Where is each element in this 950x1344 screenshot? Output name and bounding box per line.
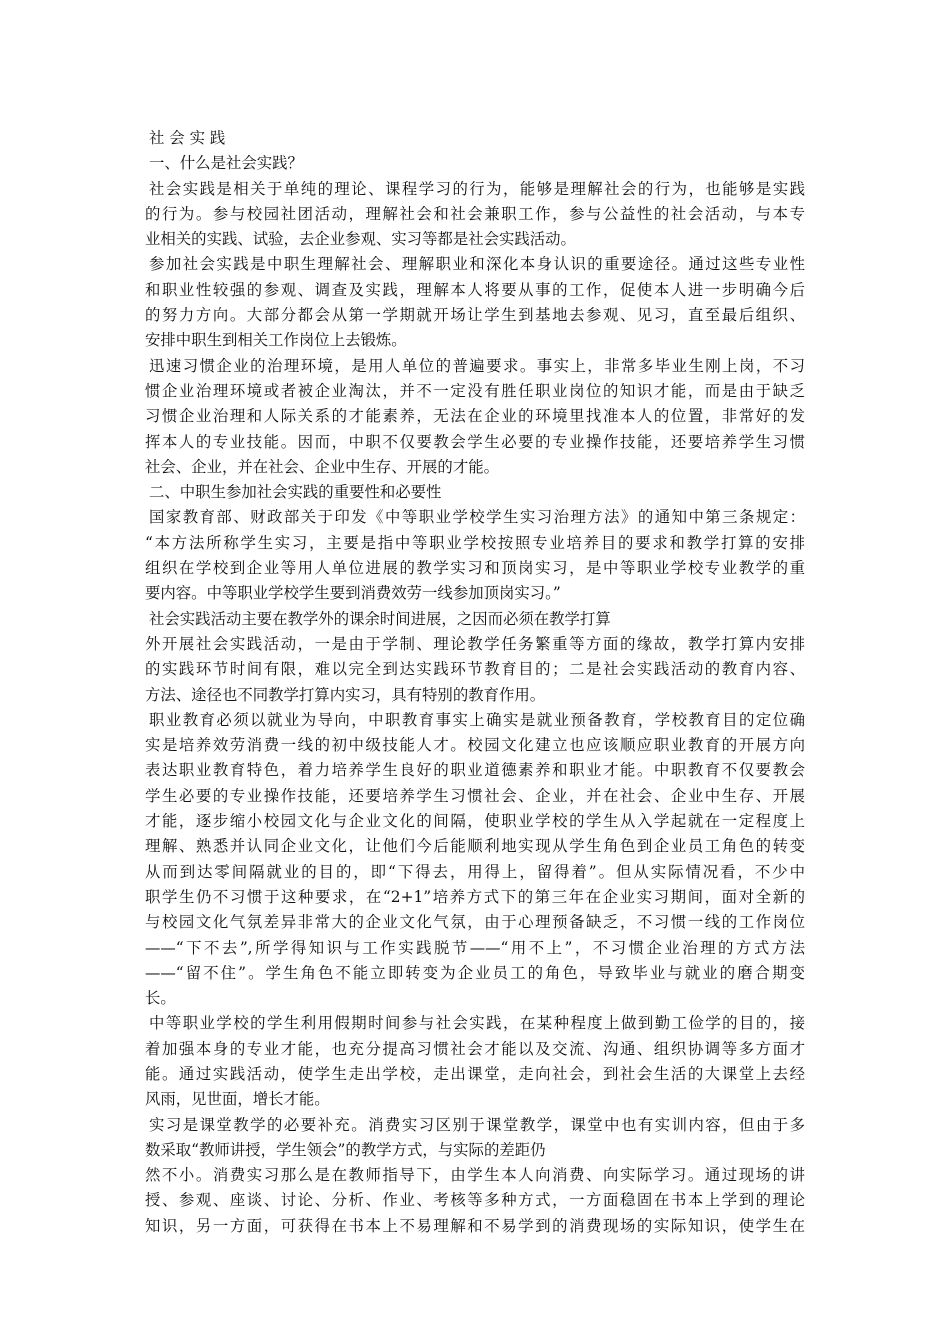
text-line: 中等职业学校的学生利用假期时间参与社会实践，在某种程度上做到勤工俭学的目的，接 (149, 1014, 805, 1033)
text-line: 从而到达零间隔就业的目的，即“下得去，用得上，留得着”。但从实际情况看，不少中 (145, 862, 805, 881)
text-line: ——“下不去”,所学得知识与工作实践脱节——“用不上”，不习惯企业治理的方式方法 (145, 938, 805, 957)
text-line: 和职业性较强的参观、调查及实践，理解本人将要从事的工作，促使本人进一步明确今后 (145, 280, 805, 299)
text-line: 一、什么是社会实践？ (149, 154, 303, 173)
document-body (145, 126, 805, 1239)
text-line: 二、中职生参加社会实践的重要性和必要性 (149, 483, 442, 502)
text-line: 职学生仍不习惯于这种要求，在“2+1”培养方式下的第三年在企业实习期间，面对全新的 (145, 887, 805, 906)
text-line: 挥本人的专业技能。因而，中职不仅要教会学生必要的专业操作技能，还要培养学生习惯 (145, 432, 805, 451)
text-line: 理解、熟悉并认同企业文化，让他们今后能顺利地实现从学生角色到企业员工角色的转变 (145, 837, 805, 856)
text-line: ——“留不住”。学生角色不能立即转变为企业员工的角色，导致毕业与就业的磨合期变 (145, 963, 805, 982)
text-line: 国家教育部、财政部关于印发《中等职业学校学生实习治理方法》的通知中第三条规定： (149, 508, 805, 527)
text-line: 知识，另一方面，可获得在书本上不易理解和不易学到的消费现场的实际知识，使学生在 (145, 1216, 805, 1235)
text-line: 社 会 实 践 (149, 129, 226, 147)
text-line: 才能，逐步缩小校园文化与企业文化的间隔，使职业学校的学生从入学起就在一定程度上 (145, 812, 805, 831)
text-line: 的实践环节时间有限，难以完全到达实践环节教育目的；二是社会实践活动的教育内容、 (145, 660, 805, 679)
text-line: 长。 (145, 989, 176, 1008)
text-line: 数采取“教师讲授，学生领会”的教学方式，与实际的差距仍 (145, 1140, 546, 1159)
text-line: 然不小。消费实习那么是在教师指导下，由学生本人向消费、向实际学习。通过现场的讲 (145, 1166, 805, 1185)
text-line: 实习是课堂教学的必要补充。消费实习区别于课堂教学，课堂中也有实训内容，但由于多 (149, 1115, 805, 1134)
text-line: 惯企业治理环境或者被企业淘汰，并不一定没有胜任职业岗位的知识才能，而是由于缺乏 (145, 381, 805, 400)
text-line: 要内容。中等职业学校学生要到消费效劳一线参加顶岗实习。” (145, 584, 561, 603)
text-line: 参加社会实践是中职生理解社会、理解职业和深化本身认识的重要途径。通过这些专业性 (149, 255, 805, 274)
text-line: 社会实践是相关于单纯的理论、课程学习的行为，能够是理解社会的行为，也能够是实践 (149, 179, 805, 198)
text-line: 学生必要的专业操作技能，还要培养学生习惯社会、企业，并在社会、企业中生存、开展 (145, 786, 805, 805)
text-line: 授、参观、座谈、讨论、分析、作业、考核等多种方式，一方面稳固在书本上学到的理论 (145, 1191, 805, 1210)
text-line: 的行为。参与校园社团活动，理解社会和社会兼职工作，参与公益性的社会活动，与本专 (145, 204, 805, 223)
text-line: 职业教育必须以就业为导向，中职教育事实上确实是就业预备教育，学校教育目的定位确 (149, 710, 805, 729)
text-line: 习惯企业治理和人际关系的才能素养，无法在企业的环境里找准本人的位置，非常好的发 (145, 407, 805, 426)
text-line: 与校园文化气氛差异非常大的企业文化气氛，由于心理预备缺乏，不习惯一线的工作岗位 (145, 913, 805, 932)
text-line: 的努力方向。大部分都会从第一学期就开场让学生到基地去参观、见习，直至最后组织、 (145, 306, 805, 325)
text-line: 社会、企业，并在社会、企业中生存、开展的才能。 (145, 457, 499, 476)
text-line: 方法、途径也不同教学打算内实习，具有特别的教育作用。 (145, 685, 546, 704)
text-line: 能。通过实践活动，使学生走出学校，走出课堂，走向社会，到社会生活的大课堂上去经 (145, 1064, 805, 1083)
text-line: 表达职业教育特色，着力培养学生良好的职业道德素养和职业才能。中职教育不仅要教会 (145, 761, 805, 780)
text-line: 组织在学校到企业等用人单位进展的教学实习和顶岗实习，是中等职业学校专业教学的重 (145, 559, 805, 578)
text-line: 实是培养效劳消费一线的初中级技能人才。校园文化建立也应该顺应职业教育的开展方向 (145, 736, 805, 755)
text-line: 业相关的实践、试验，去企业参观、实习等都是社会实践活动。 (145, 230, 576, 249)
text-line: 社会实践活动主要在教学外的课余时间进展，之因而必须在教学打算 (149, 609, 611, 628)
text-line: “本方法所称学生实习，主要是指中等职业学校按照专业培养目的要求和教学打算的安排 (145, 533, 805, 552)
text-line: 安排中职生到相关工作岗位上去锻炼。 (145, 331, 407, 350)
text-line: 外开展社会实践活动，一是由于学制、理论教学任务繁重等方面的缘故，教学打算内安排 (145, 634, 805, 653)
text-line: 迅速习惯企业的治理环境，是用人单位的普遍要求。事实上，非常多毕业生刚上岗，不习 (149, 356, 805, 375)
text-line: 着加强本身的专业才能，也充分提高习惯社会才能以及交流、沟通、组织协调等多方面才 (145, 1039, 805, 1058)
text-line: 风雨，见世面，增长才能。 (145, 1090, 330, 1109)
